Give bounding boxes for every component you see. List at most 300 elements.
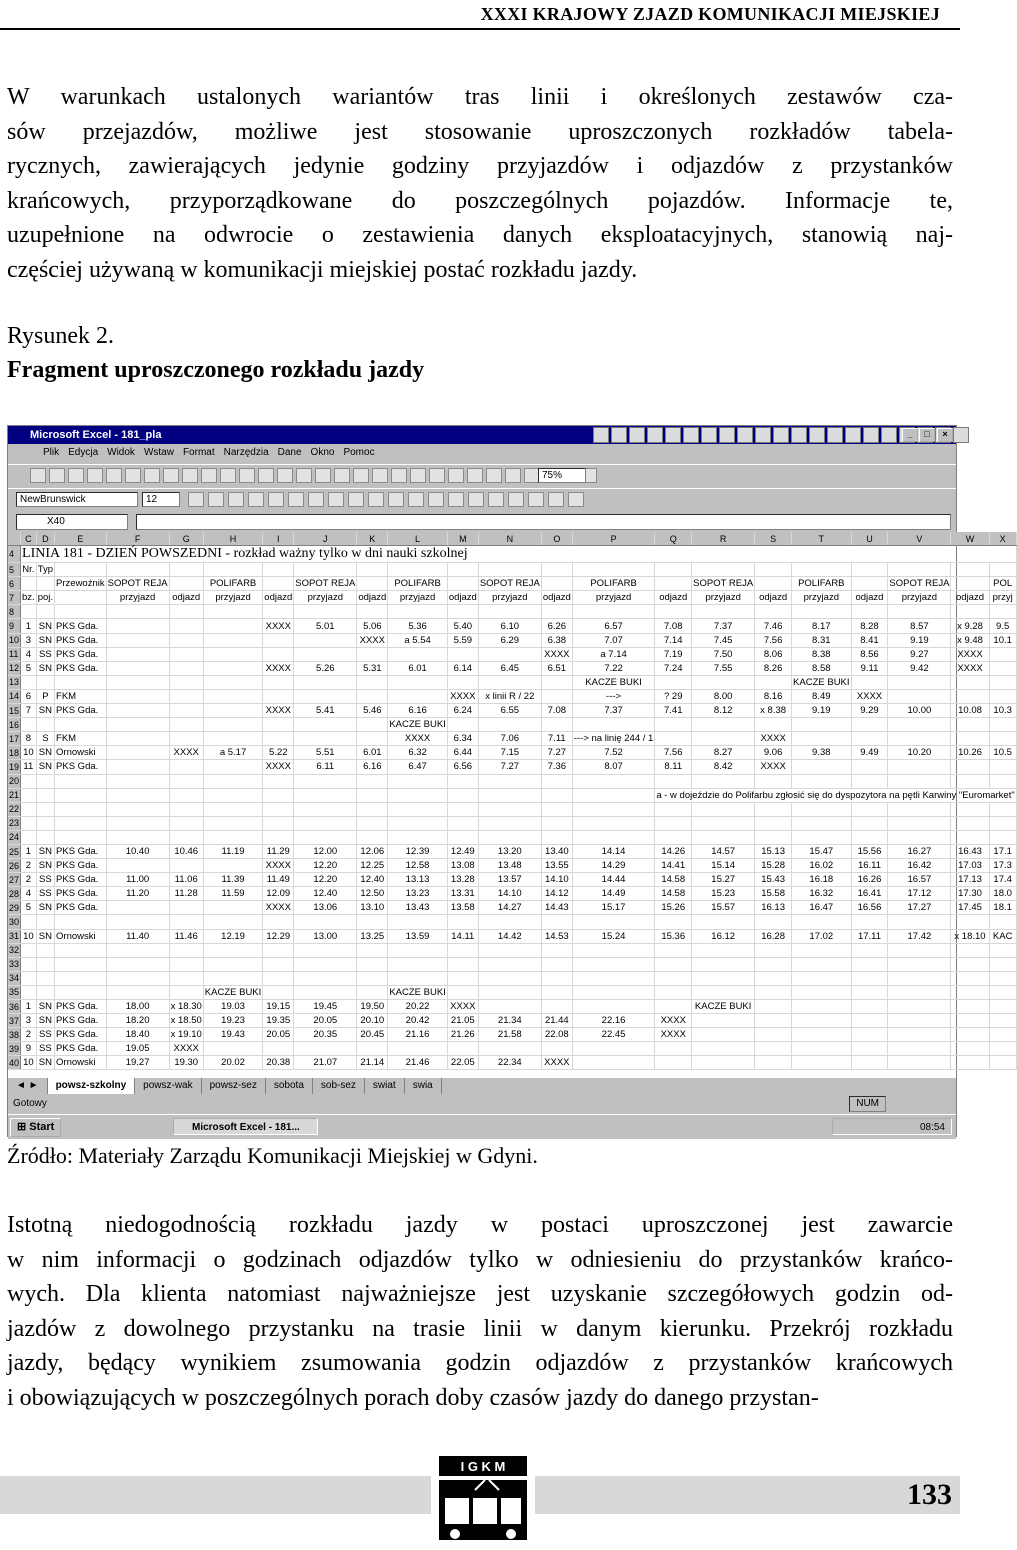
cell[interactable]: [655, 675, 692, 689]
column-header[interactable]: N: [478, 532, 541, 546]
toolbar-icon[interactable]: [68, 468, 84, 483]
cell[interactable]: 13.10: [357, 901, 388, 915]
cell[interactable]: 18.00: [106, 1000, 169, 1014]
cell[interactable]: [888, 1028, 951, 1042]
cell[interactable]: [478, 1000, 541, 1014]
row-header[interactable]: 22: [8, 802, 21, 816]
cell[interactable]: 13.13: [388, 873, 448, 887]
cell[interactable]: [447, 605, 478, 619]
cell[interactable]: 15.58: [755, 887, 792, 901]
cell[interactable]: [692, 1028, 755, 1042]
cell[interactable]: [572, 563, 654, 577]
cell[interactable]: Ornowski: [55, 929, 107, 943]
cell[interactable]: [792, 732, 852, 746]
cell[interactable]: [263, 675, 294, 689]
cell[interactable]: [263, 732, 294, 746]
cell[interactable]: przyjazd: [203, 591, 263, 605]
cell[interactable]: [692, 774, 755, 788]
column-header[interactable]: Q: [655, 532, 692, 546]
cell[interactable]: [792, 1056, 852, 1070]
cell[interactable]: [792, 563, 852, 577]
cell[interactable]: [692, 943, 755, 957]
cell[interactable]: [106, 901, 169, 915]
cell[interactable]: [106, 774, 169, 788]
cell[interactable]: [106, 647, 169, 661]
cell[interactable]: [388, 816, 448, 830]
format-icon[interactable]: [248, 492, 264, 507]
cell[interactable]: 6.16: [388, 704, 448, 718]
cell[interactable]: [755, 774, 792, 788]
format-icon[interactable]: [348, 492, 364, 507]
cell[interactable]: [106, 689, 169, 703]
cell[interactable]: [169, 577, 203, 591]
cell[interactable]: [203, 830, 263, 844]
cell[interactable]: SN: [36, 1014, 54, 1028]
cell[interactable]: 15.43: [755, 873, 792, 887]
cell[interactable]: 20.35: [294, 1028, 357, 1042]
cell[interactable]: [203, 816, 263, 830]
cell[interactable]: x 19.10: [170, 1029, 202, 1041]
cell[interactable]: [263, 563, 294, 577]
cell[interactable]: 9.49: [851, 746, 888, 760]
cell[interactable]: 6.32: [388, 746, 448, 760]
cell[interactable]: PKS Gda.: [55, 901, 107, 915]
cell[interactable]: [106, 661, 169, 675]
cell[interactable]: [541, 605, 572, 619]
cell[interactable]: [263, 689, 294, 703]
cell[interactable]: [888, 563, 951, 577]
row-header[interactable]: 36: [8, 1000, 21, 1014]
toolbar-icon[interactable]: [334, 468, 350, 483]
cell[interactable]: XXXX: [263, 859, 294, 873]
cell[interactable]: XXXX: [263, 619, 294, 633]
cell[interactable]: 6.29: [478, 633, 541, 647]
cell[interactable]: 7.41: [655, 704, 692, 718]
sheet-tab[interactable]: swiat: [365, 1078, 405, 1094]
cell[interactable]: [951, 1000, 989, 1014]
format-icon[interactable]: [228, 492, 244, 507]
cell[interactable]: 6.01: [388, 661, 448, 675]
cell[interactable]: 16.26: [851, 873, 888, 887]
cell[interactable]: SN: [36, 633, 54, 647]
cell[interactable]: [792, 718, 852, 732]
cell[interactable]: [294, 830, 357, 844]
row-header[interactable]: 30: [8, 915, 21, 929]
toolbar-icon[interactable]: [144, 468, 160, 483]
cell[interactable]: SOPOT REJA: [889, 578, 950, 590]
cell[interactable]: [888, 957, 951, 971]
cell[interactable]: [792, 915, 852, 929]
menu-item[interactable]: Wstaw: [143, 447, 174, 458]
cell[interactable]: [447, 816, 478, 830]
cell[interactable]: [447, 788, 478, 802]
cell[interactable]: 13.25: [357, 929, 388, 943]
cell[interactable]: 7.11: [541, 732, 572, 746]
cell[interactable]: [655, 563, 692, 577]
cell[interactable]: XXXX: [951, 647, 989, 661]
column-header[interactable]: X: [989, 532, 1016, 546]
cell[interactable]: 13.31: [447, 887, 478, 901]
cell[interactable]: [263, 788, 294, 802]
cell[interactable]: PKS Gda.: [55, 704, 107, 718]
cell[interactable]: [755, 1000, 792, 1014]
cell[interactable]: [541, 788, 572, 802]
cell[interactable]: [755, 718, 792, 732]
cell[interactable]: KACZE BUKI: [793, 676, 850, 688]
cell[interactable]: 21.07: [294, 1056, 357, 1070]
cell[interactable]: [203, 661, 263, 675]
cell[interactable]: 14.10: [478, 887, 541, 901]
cell[interactable]: [203, 802, 263, 816]
cell[interactable]: [792, 760, 852, 774]
cell[interactable]: [888, 802, 951, 816]
cell[interactable]: [263, 802, 294, 816]
toolbar-icon[interactable]: [315, 468, 331, 483]
cell[interactable]: [692, 830, 755, 844]
cell[interactable]: [21, 802, 37, 816]
cell[interactable]: [989, 718, 1016, 732]
cell[interactable]: 12.50: [357, 887, 388, 901]
cell[interactable]: [989, 732, 1016, 746]
cell[interactable]: [478, 943, 541, 957]
cell[interactable]: 5.22: [263, 746, 294, 760]
cell[interactable]: [169, 830, 203, 844]
cell[interactable]: [851, 971, 888, 985]
cell[interactable]: 15.26: [655, 901, 692, 915]
cell[interactable]: 6.44: [447, 746, 478, 760]
cell[interactable]: [541, 577, 572, 591]
cell[interactable]: KACZE BUKI: [389, 986, 446, 998]
cell[interactable]: [478, 675, 541, 689]
menu-item[interactable]: Edycja: [68, 447, 99, 458]
cell[interactable]: [951, 957, 989, 971]
cell[interactable]: SS: [36, 887, 54, 901]
cell[interactable]: 22.08: [541, 1028, 572, 1042]
cell[interactable]: a 5.54: [388, 633, 448, 647]
cell[interactable]: [388, 788, 448, 802]
cell[interactable]: [541, 1000, 572, 1014]
cell[interactable]: [169, 760, 203, 774]
cell[interactable]: 16.02: [792, 859, 852, 873]
cell[interactable]: [21, 830, 37, 844]
row-header[interactable]: 37: [8, 1014, 21, 1028]
cell[interactable]: KAC: [989, 929, 1016, 943]
cell[interactable]: 1: [21, 619, 37, 633]
cell[interactable]: [169, 985, 203, 999]
cell[interactable]: XXXX: [755, 760, 792, 774]
cell[interactable]: poj.: [37, 592, 54, 604]
cell[interactable]: [792, 957, 852, 971]
cell[interactable]: 7.37: [572, 704, 654, 718]
format-icon[interactable]: [208, 492, 224, 507]
cell[interactable]: x 8.38: [755, 704, 792, 718]
cell[interactable]: 7.56: [755, 633, 792, 647]
cell[interactable]: [357, 577, 388, 591]
cell[interactable]: [203, 704, 263, 718]
cell[interactable]: [888, 985, 951, 999]
column-header[interactable]: T: [792, 532, 852, 546]
cell[interactable]: [447, 985, 478, 999]
cell[interactable]: 16.42: [888, 859, 951, 873]
cell[interactable]: [106, 605, 169, 619]
cell[interactable]: [203, 859, 263, 873]
format-icon[interactable]: [368, 492, 384, 507]
cell[interactable]: 13.40: [541, 844, 572, 858]
cell[interactable]: [755, 957, 792, 971]
cell[interactable]: 14.26: [655, 844, 692, 858]
tab-scroll-icon[interactable]: ◄ ►: [8, 1078, 48, 1094]
column-header[interactable]: F: [106, 532, 169, 546]
cell[interactable]: 6.26: [541, 619, 572, 633]
cell[interactable]: [357, 605, 388, 619]
cell[interactable]: [792, 774, 852, 788]
cell[interactable]: ---> na linię 244 / 1: [573, 733, 654, 745]
cell[interactable]: [106, 802, 169, 816]
cell[interactable]: [888, 675, 951, 689]
cell[interactable]: [792, 943, 852, 957]
cell[interactable]: 13.20: [478, 844, 541, 858]
menu-item[interactable]: Widok: [107, 447, 135, 458]
cell[interactable]: [357, 774, 388, 788]
cell[interactable]: [951, 1056, 989, 1070]
cell[interactable]: [447, 830, 478, 844]
cell[interactable]: 6.14: [447, 661, 478, 675]
cell[interactable]: SOPOT REJA: [107, 578, 168, 590]
cell[interactable]: 6.45: [478, 661, 541, 675]
cell[interactable]: 6.16: [357, 760, 388, 774]
cell[interactable]: [478, 957, 541, 971]
cell[interactable]: XXXX: [169, 746, 203, 760]
cell[interactable]: [203, 788, 263, 802]
cell[interactable]: 17.12: [888, 887, 951, 901]
cell[interactable]: 13.23: [388, 887, 448, 901]
cell[interactable]: 12.00: [294, 844, 357, 858]
cell[interactable]: odjazd: [542, 592, 571, 604]
cell[interactable]: przyjazd: [572, 591, 654, 605]
cell[interactable]: [989, 830, 1016, 844]
cell[interactable]: [357, 985, 388, 999]
cell[interactable]: [541, 689, 572, 703]
cell[interactable]: PKS Gda.: [55, 661, 107, 675]
cell[interactable]: 20.10: [357, 1014, 388, 1028]
cell[interactable]: SOPOT REJA: [295, 578, 356, 590]
cell[interactable]: [755, 1014, 792, 1028]
row-header[interactable]: 16: [8, 718, 21, 732]
cell[interactable]: [692, 605, 755, 619]
cell[interactable]: [792, 1042, 852, 1056]
cell[interactable]: 8.58: [792, 661, 852, 675]
format-icon[interactable]: [408, 492, 424, 507]
cell[interactable]: 5.26: [294, 661, 357, 675]
cell[interactable]: [294, 675, 357, 689]
cell[interactable]: 12.29: [263, 929, 294, 943]
cell[interactable]: [888, 689, 951, 703]
cell[interactable]: 13.28: [447, 873, 478, 887]
cell[interactable]: KACZE BUKI: [572, 675, 654, 689]
cell[interactable]: 18.20: [106, 1014, 169, 1028]
cell[interactable]: 17.4: [989, 873, 1016, 887]
cell[interactable]: [851, 1014, 888, 1028]
cell[interactable]: 7.07: [572, 633, 654, 647]
cell[interactable]: [263, 633, 294, 647]
cell[interactable]: [851, 718, 888, 732]
font-size-select[interactable]: 12: [142, 492, 180, 507]
cell[interactable]: 8.31: [792, 633, 852, 647]
cell[interactable]: 11.39: [203, 873, 263, 887]
cell[interactable]: [851, 1028, 888, 1042]
cell[interactable]: [572, 788, 654, 802]
cell[interactable]: 19.15: [263, 1000, 294, 1014]
cell[interactable]: [989, 1028, 1016, 1042]
cell[interactable]: [106, 619, 169, 633]
sheet-title[interactable]: LINIA 181 - DZIEŃ POWSZEDNI - rozkład ważny tylko w dni nauki szkolnej: [21, 546, 1017, 563]
cell[interactable]: 11.40: [106, 929, 169, 943]
sheet-tab[interactable]: powsz-szkolny: [48, 1078, 136, 1094]
row-header[interactable]: 39: [8, 1042, 21, 1056]
cell[interactable]: 21.16: [388, 1028, 448, 1042]
cell[interactable]: [36, 971, 54, 985]
cell[interactable]: [655, 732, 692, 746]
cell[interactable]: SN: [36, 844, 54, 858]
row-header[interactable]: 14: [8, 689, 21, 703]
maximize-icon[interactable]: □: [919, 428, 935, 442]
cell[interactable]: [357, 971, 388, 985]
cell[interactable]: [203, 647, 263, 661]
cell[interactable]: [951, 563, 989, 577]
cell[interactable]: 13.00: [294, 929, 357, 943]
cell[interactable]: [55, 788, 107, 802]
cell[interactable]: XXXX: [388, 732, 448, 746]
column-header[interactable]: J: [294, 532, 357, 546]
cell[interactable]: [55, 718, 107, 732]
cell[interactable]: Ornowski: [55, 1056, 107, 1070]
cell[interactable]: [851, 985, 888, 999]
cell[interactable]: [294, 689, 357, 703]
cell[interactable]: 9.19: [888, 633, 951, 647]
cell[interactable]: [888, 774, 951, 788]
cell[interactable]: [989, 915, 1016, 929]
toolbar-icon[interactable]: [429, 468, 445, 483]
cell[interactable]: [851, 957, 888, 971]
cell[interactable]: [263, 830, 294, 844]
cell[interactable]: odjazd: [358, 592, 387, 604]
cell[interactable]: 8.17: [792, 619, 852, 633]
cell[interactable]: [692, 985, 755, 999]
cell[interactable]: [36, 802, 54, 816]
cell[interactable]: 13.59: [388, 929, 448, 943]
cell[interactable]: 16.43: [951, 844, 989, 858]
cell[interactable]: [851, 577, 888, 591]
taskbar-excel-item[interactable]: Microsoft Excel - 181...: [173, 1118, 318, 1135]
cell[interactable]: 6.56: [447, 760, 478, 774]
column-header[interactable]: C: [21, 532, 37, 546]
cell[interactable]: odjazd: [851, 591, 888, 605]
cell[interactable]: [951, 605, 989, 619]
menu-item[interactable]: Plik: [43, 447, 60, 458]
cell[interactable]: [36, 816, 54, 830]
cell[interactable]: [951, 760, 989, 774]
cell[interactable]: [388, 830, 448, 844]
cell[interactable]: [388, 957, 448, 971]
cell[interactable]: 11.59: [203, 887, 263, 901]
cell[interactable]: [478, 605, 541, 619]
cell[interactable]: [989, 689, 1016, 703]
cell[interactable]: POL: [989, 577, 1016, 591]
cell[interactable]: [55, 816, 107, 830]
cell[interactable]: x 9.48: [951, 633, 989, 647]
cell[interactable]: 7.08: [655, 619, 692, 633]
cell[interactable]: [951, 971, 989, 985]
cell[interactable]: [169, 647, 203, 661]
cell[interactable]: [294, 1042, 357, 1056]
cell[interactable]: 16.12: [692, 929, 755, 943]
cell[interactable]: [692, 732, 755, 746]
cell[interactable]: 9.19: [792, 704, 852, 718]
cell[interactable]: 19.45: [294, 1000, 357, 1014]
cell[interactable]: [169, 901, 203, 915]
cell[interactable]: [951, 732, 989, 746]
row-header[interactable]: 11: [8, 647, 21, 661]
menu-item[interactable]: Format: [182, 447, 215, 458]
cell[interactable]: 8.42: [692, 760, 755, 774]
cell[interactable]: bz.: [22, 592, 35, 604]
cell[interactable]: [792, 971, 852, 985]
cell[interactable]: [851, 563, 888, 577]
cell[interactable]: [357, 689, 388, 703]
cell[interactable]: [447, 718, 478, 732]
cell[interactable]: [692, 1056, 755, 1070]
cell[interactable]: [989, 675, 1016, 689]
cell[interactable]: [21, 718, 37, 732]
column-header[interactable]: H: [203, 532, 263, 546]
column-header[interactable]: S: [755, 532, 792, 546]
cell[interactable]: [888, 605, 951, 619]
cell[interactable]: 5.46: [357, 704, 388, 718]
cell[interactable]: 17.1: [989, 844, 1016, 858]
cell[interactable]: [203, 675, 263, 689]
row-header[interactable]: 27: [8, 873, 21, 887]
cell[interactable]: [655, 985, 692, 999]
cell[interactable]: [755, 943, 792, 957]
cell[interactable]: [357, 830, 388, 844]
cell[interactable]: [263, 943, 294, 957]
cell[interactable]: [951, 577, 989, 591]
cell[interactable]: 9.06: [755, 746, 792, 760]
cell[interactable]: 7.06: [478, 732, 541, 746]
cell[interactable]: 8.16: [755, 689, 792, 703]
cell[interactable]: PKS Gda.: [55, 760, 107, 774]
cell[interactable]: [55, 971, 107, 985]
cell[interactable]: SN: [36, 901, 54, 915]
cell[interactable]: 8.57: [888, 619, 951, 633]
cell[interactable]: SOPOT REJA: [479, 578, 540, 590]
cell[interactable]: 8.06: [755, 647, 792, 661]
row-header[interactable]: 23: [8, 816, 21, 830]
row-header[interactable]: 35: [8, 985, 21, 999]
cell[interactable]: [989, 774, 1016, 788]
cell[interactable]: [951, 1014, 989, 1028]
cell[interactable]: [357, 915, 388, 929]
cell[interactable]: 6.38: [541, 633, 572, 647]
row-header[interactable]: 9: [8, 619, 21, 633]
cell[interactable]: [106, 704, 169, 718]
row-header[interactable]: 34: [8, 971, 21, 985]
cell[interactable]: [541, 802, 572, 816]
cell[interactable]: FKM: [55, 689, 107, 703]
cell[interactable]: 10: [21, 746, 37, 760]
row-header[interactable]: 33: [8, 957, 21, 971]
cell[interactable]: x linii R / 22: [478, 689, 541, 703]
